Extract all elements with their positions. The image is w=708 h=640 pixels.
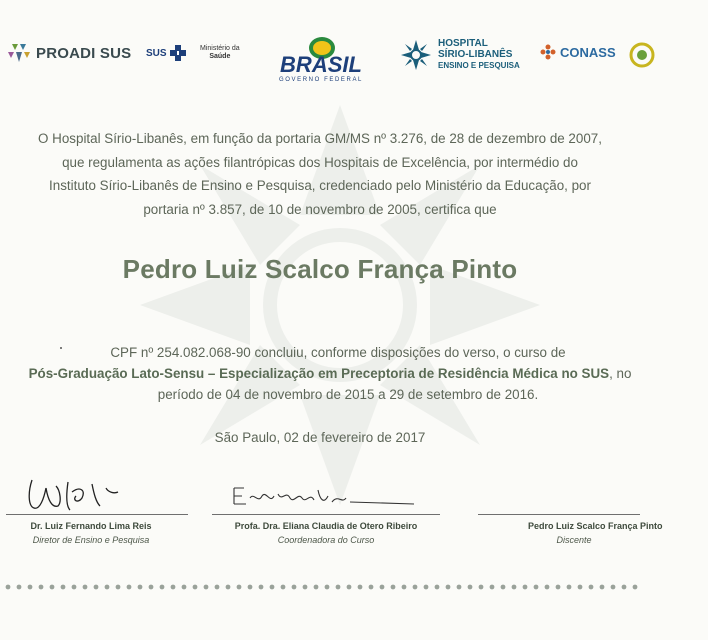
border-dot — [545, 585, 550, 590]
border-dot — [17, 585, 22, 590]
partial-logo — [628, 40, 640, 70]
certificate-intro — [0, 127, 640, 221]
border-dot — [314, 585, 319, 590]
border-dot — [611, 585, 616, 590]
border-dot — [512, 585, 517, 590]
border-dot — [39, 585, 44, 590]
border-dot — [380, 585, 385, 590]
border-dot — [391, 585, 396, 590]
border-dot — [578, 585, 583, 590]
intro-line: que regulamenta as ações filantrópicas dos Hospitais de Excelência, por intermédio do — [62, 154, 578, 170]
border-dot — [127, 585, 132, 590]
signature-line-1 — [6, 514, 188, 515]
border-dot — [556, 585, 561, 590]
proadi-logo-text: PROADI SUS — [36, 44, 132, 62]
signature-scribble-1 — [22, 472, 132, 516]
border-dot — [633, 585, 638, 590]
signatory-role-1: Diretor de Ensino e Pesquisa — [32, 535, 150, 545]
certificate-body — [0, 342, 660, 405]
recipient-name: Pedro Luiz Scalco França Pinto — [122, 254, 518, 284]
intro-line: Instituto Sírio-Libanês de Ensino e Pesquisa, credenciado pelo Ministério da Educação, por — [49, 178, 591, 193]
border-dot — [171, 585, 176, 590]
border-dot — [479, 585, 484, 590]
border-dot — [237, 585, 242, 590]
border-dot — [149, 585, 154, 590]
signatory-role-3: Discente — [556, 535, 592, 545]
body-line3: período de 04 de novembro de 2015 a 29 de setembro de 2016. — [157, 387, 539, 402]
border-dot — [193, 585, 198, 590]
course-suffix: , no — [609, 366, 632, 381]
hospital-line1: HOSPITAL — [438, 38, 488, 49]
signatory-name-1: Dr. Luiz Fernando Lima Reis — [30, 521, 152, 531]
border-dot — [94, 585, 99, 590]
border-dot — [215, 585, 220, 590]
border-dot — [160, 585, 165, 590]
governo-federal-text: GOVERNO FEDERAL — [278, 77, 364, 83]
border-dot — [325, 585, 330, 590]
border-dot — [270, 585, 275, 590]
border-dot — [204, 585, 209, 590]
border-dot — [567, 585, 572, 590]
conass-emblem-icon — [540, 44, 556, 60]
border-dot — [358, 585, 363, 590]
border-dot — [468, 585, 473, 590]
border-dot — [622, 585, 627, 590]
body-line1: CPF nº 254.082.068-90 concluiu, conforme disposições do verso, o curso de — [110, 345, 566, 360]
hospital-line3: ENSINO E PESQUISA — [438, 61, 520, 70]
border-dot — [501, 585, 506, 590]
border-dot — [457, 585, 462, 590]
hsl-star-icon — [400, 39, 432, 71]
border-dot — [600, 585, 605, 590]
border-dot — [83, 585, 88, 590]
place-date: São Paulo, 02 de fevereiro de 2017 — [214, 430, 426, 445]
border-dot — [435, 585, 440, 590]
border-dot — [424, 585, 429, 590]
hospital-sirio-libanes-logo — [400, 38, 520, 71]
sus-logo-text: SUS — [146, 47, 167, 59]
signature-line-2 — [212, 514, 440, 515]
border-dot — [259, 585, 264, 590]
course-title: Pós-Graduação Lato-Sensu – Especialização em Preceptoria de Residência Médica no SUS — [28, 366, 610, 381]
signatory-name-3: Pedro Luiz Scalco França Pinto — [528, 521, 663, 531]
signature-scribble-2 — [228, 482, 418, 510]
border-dot — [105, 585, 110, 590]
dotted-border — [4, 583, 640, 591]
border-dot — [534, 585, 539, 590]
border-dot — [50, 585, 55, 590]
hospital-line2: SÍRIO-LIBANÊS — [438, 49, 513, 60]
intro-line: portaria nº 3.857, de 10 de novembro de 2005, certifica que — [143, 201, 497, 217]
sus-cross-icon — [169, 44, 187, 62]
body-line2 — [0, 363, 660, 384]
border-dot — [347, 585, 352, 590]
border-dot — [369, 585, 374, 590]
border-dot — [292, 585, 297, 590]
signatory-name-2: Profa. Dra. Eliana Claudia de Otero Ribeiro — [234, 521, 418, 531]
proadi-emblem-icon — [6, 42, 32, 64]
ministerio-line1: Ministério da — [200, 45, 240, 52]
border-dot — [61, 585, 66, 590]
border-dot — [116, 585, 121, 590]
signatory-role-2: Coordenadora do Curso — [277, 535, 375, 545]
brasil-wordmark: BRASIL — [280, 52, 362, 77]
border-dot — [72, 585, 77, 590]
proadi-sus-logo — [6, 42, 131, 64]
border-dot — [182, 585, 187, 590]
brasil-governo-federal-logo — [262, 34, 380, 84]
sus-logo — [146, 44, 187, 62]
border-dot — [226, 585, 231, 590]
ministerio-line2: Saúde — [209, 53, 231, 60]
border-dot — [336, 585, 341, 590]
logo-bar — [0, 34, 640, 84]
border-dot — [413, 585, 418, 590]
border-dot — [523, 585, 528, 590]
border-dot — [402, 585, 407, 590]
border-dot — [138, 585, 143, 590]
conass-logo-text: CONASS — [560, 44, 616, 60]
border-dot — [28, 585, 33, 590]
intro-line: O Hospital Sírio-Libanês, em função da portaria GM/MS nº 3.276, de 28 de dezembro de 2007, — [38, 131, 602, 146]
border-dot — [281, 585, 286, 590]
border-dot — [490, 585, 495, 590]
border-dot — [248, 585, 253, 590]
conass-logo — [540, 44, 616, 60]
ministerio-saude-logo — [200, 45, 240, 61]
border-dot — [589, 585, 594, 590]
signature-line-3 — [478, 514, 640, 515]
border-dot — [6, 585, 11, 590]
border-dot — [446, 585, 451, 590]
border-dot — [303, 585, 308, 590]
